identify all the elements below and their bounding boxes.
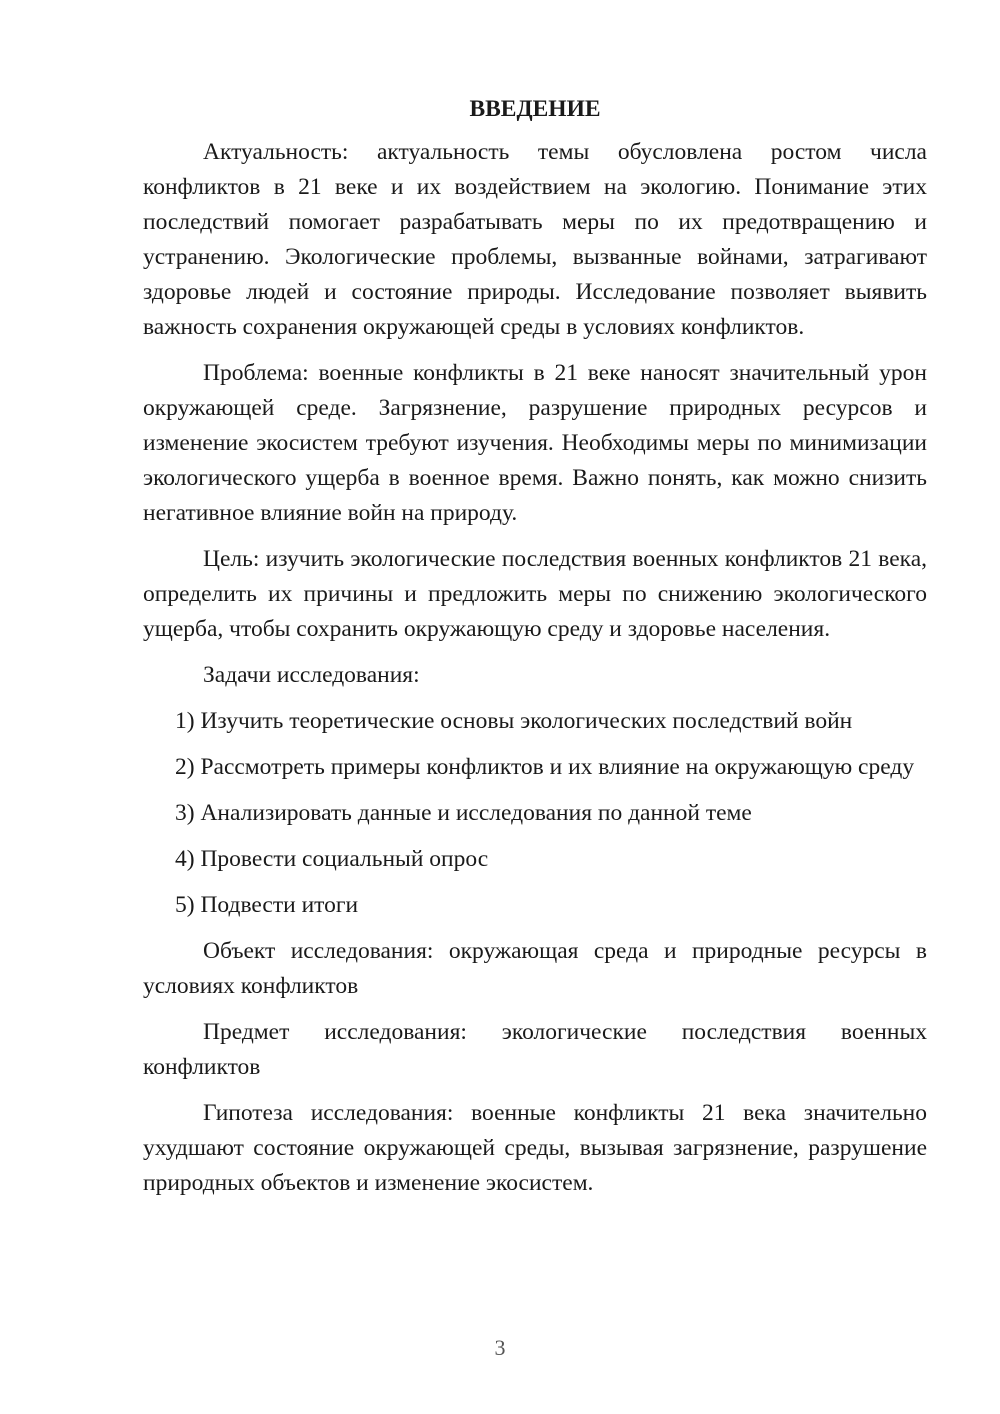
list-item-task-2: 2) Рассмотреть примеры конфликтов и их влияние на окружающую среду: [175, 754, 915, 780]
list-item-task-4: 4) Провести социальный опрос: [175, 846, 489, 872]
list-item-task-1: 1) Изучить теоретические основы экологических последствий войн: [175, 708, 853, 734]
paragraph-hypothesis: Гипотеза исследования: военные конфликты 21 века значительно ухудшают состояние окружающей среды, вызывая загрязнение, разрушение природных объектов и изменение экосистем.: [143, 1100, 927, 1196]
paragraph-goal: Цель: изучить экологические последствия военных конфликтов 21 века, определить их причины и предложить меры по снижению экологического ущерба, чтобы сохранить окружающую среду и здоровье населения.: [143, 546, 927, 642]
paragraph-problem: Проблема: военные конфликты в 21 веке наносят значительный урон окружающей среде. Загрязнение, разрушение природных ресурсов и изменение экосистем требуют изучения. Необходимы меры по минимизации экологического ущерба в военное время. Важно понять, как можно снизить негативное влияние войн на природу.: [143, 360, 927, 526]
paragraph-relevance: Актуальность: актуальность темы обусловлена ростом числа конфликтов в 21 веке и их воздействием на экологию. Понимание этих последствий помогает разрабатывать меры по их предотвращению и устранению. Экологические проблемы, вызванные войнами, затрагивают здоровье людей и состояние природы. Исследование позволяет выявить важность сохранения окружающей среды в условиях конфликтов.: [143, 139, 927, 340]
list-item-task-3: 3) Анализировать данные и исследования по данной теме: [175, 800, 752, 826]
paragraph-subject: Предмет исследования: экологические последствия военных конфликтов: [143, 1019, 927, 1080]
page-number: 3: [494, 1335, 506, 1360]
page-title: ВВЕДЕНИЕ: [469, 96, 601, 122]
list-item-task-5: 5) Подвести итоги: [175, 892, 359, 918]
paragraph-object: Объект исследования: окружающая среда и природные ресурсы в условиях конфликтов: [143, 938, 927, 999]
paragraph-tasks-heading: Задачи исследования:: [203, 662, 420, 688]
tasks-list: [143, 704, 927, 923]
